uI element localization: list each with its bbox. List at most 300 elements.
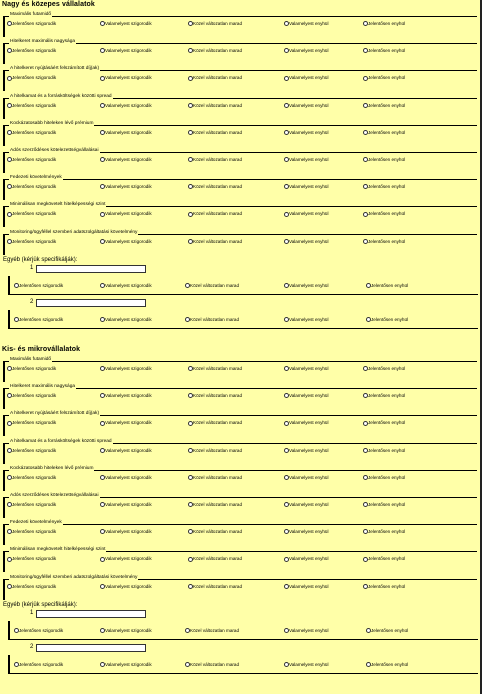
radio-label: Valamelyest enyhül (289, 211, 329, 217)
bracket-line (3, 524, 5, 545)
radio-option[interactable] (185, 316, 239, 323)
bracket-line (3, 234, 5, 255)
radio-label: Jelentősen enyhül (368, 447, 406, 453)
question-item (3, 203, 477, 228)
option-row (7, 555, 477, 563)
divider-line (8, 294, 478, 295)
question-label: Fedezeti követelmények (10, 520, 62, 526)
bracket-line (3, 497, 5, 518)
question-item (3, 358, 477, 383)
radio-option[interactable] (366, 661, 408, 668)
radio-option[interactable] (7, 20, 56, 27)
radio-option[interactable] (284, 419, 329, 426)
radio-label: Közel változatlan marad (193, 48, 243, 54)
radio-label: Jelentősen enyhül (368, 420, 406, 426)
radio-label: Közel változatlan marad (193, 420, 243, 426)
radio-label: Jelentősen enyhül (368, 211, 406, 217)
question-label: A hitelkeret nyújtásáért felszámított díj(ak) (10, 411, 100, 417)
other-answer-box (8, 621, 478, 640)
radio-option[interactable] (100, 316, 152, 323)
other-answer-box (8, 276, 478, 295)
other-label: Egyéb (kérjük specifikálják): (3, 601, 78, 608)
radio-option[interactable] (284, 583, 329, 590)
question-label: Hitelkeret maximális nagysága (10, 384, 76, 390)
radio-label: Jelentősen enyhül (368, 238, 406, 244)
option-row (7, 129, 477, 137)
bracket-line (3, 361, 5, 382)
radio-option[interactable] (7, 74, 56, 81)
radio-label: Valamelyest enyhül (289, 184, 329, 190)
option-row (7, 102, 477, 110)
question-label: Minimálisan megkövetelt hitelképességi szint (10, 547, 106, 553)
radio-label: Valamelyest szigorodik (105, 211, 152, 217)
radio-label: Jelentősen szigorodik (12, 102, 57, 108)
radio-option[interactable] (363, 555, 405, 562)
radio-option[interactable] (7, 129, 56, 136)
radio-option[interactable] (100, 627, 152, 634)
radio-option[interactable] (100, 238, 152, 245)
radio-option[interactable] (363, 210, 405, 217)
radio-label: Jelentősen enyhül (371, 627, 409, 633)
radio-option[interactable] (188, 102, 242, 109)
bracket-line (3, 206, 5, 227)
bracket-line (8, 276, 10, 295)
radio-option[interactable] (188, 210, 242, 217)
radio-label: Jelentősen szigorodik (12, 529, 57, 535)
bracket-line (3, 443, 5, 464)
radio-option[interactable] (363, 528, 405, 535)
radio-label: Valamelyest enyhül (289, 502, 329, 507)
radio-label: Valamelyest szigorodik (105, 502, 152, 507)
bracket-line (3, 70, 5, 91)
radio-label: Valamelyest szigorodik (105, 21, 152, 26)
radio-option[interactable] (100, 47, 152, 54)
radio-option[interactable] (14, 661, 63, 668)
radio-label: Valamelyest szigorodik (105, 529, 152, 535)
radio-option[interactable] (7, 210, 56, 217)
question-label: Fedezeti követelmények (10, 175, 62, 181)
radio-label: Valamelyest szigorodik (105, 420, 152, 426)
radio-option[interactable] (284, 447, 329, 454)
radio-option[interactable] (363, 183, 405, 190)
radio-label: Valamelyest szigorodik (105, 627, 152, 633)
other-text-input[interactable] (36, 299, 146, 307)
option-row (7, 74, 477, 82)
radio-label: Valamelyest enyhül (289, 393, 329, 399)
option-row (7, 238, 477, 246)
question-label: A hitelkeret nyújtásáért felszámított díj(ak) (10, 66, 100, 72)
question-label: Monitoring/ügyféllel szemberi adatszolgáltatási követelmény (10, 229, 138, 235)
radio-option[interactable] (363, 156, 405, 163)
radio-label: Jelentősen szigorodik (12, 21, 57, 26)
radio-label: Jelentősen szigorodik (12, 75, 57, 81)
radio-option[interactable] (188, 419, 242, 426)
radio-label: Valamelyest enyhül (289, 21, 329, 26)
bracket-line (3, 16, 5, 37)
radio-label: Valamelyest szigorodik (105, 102, 152, 108)
radio-label: Jelentősen szigorodik (12, 129, 57, 135)
radio-option[interactable] (188, 129, 242, 136)
option-row (7, 419, 477, 427)
radio-label: Valamelyest szigorodik (105, 282, 152, 288)
radio-label: Jelentősen enyhül (368, 129, 406, 135)
radio-option[interactable] (284, 47, 329, 54)
radio-label: Valamelyest enyhül (289, 157, 329, 162)
radio-option[interactable] (100, 528, 152, 535)
other-text-input[interactable] (36, 644, 146, 652)
option-row (14, 316, 474, 324)
radio-label: Valamelyest enyhül (289, 447, 329, 453)
radio-option[interactable] (100, 20, 152, 27)
radio-label: Jelentősen enyhül (371, 661, 409, 667)
question-label: Adós szerződéses kötelezettségvállalásai (10, 148, 99, 153)
radio-label: Közel változatlan marad (193, 238, 243, 244)
option-row (7, 528, 477, 536)
radio-label: Jelentősen szigorodik (19, 316, 64, 322)
radio-option[interactable] (363, 20, 405, 27)
bracket-line (3, 43, 5, 64)
radio-label: Jelentősen enyhül (371, 282, 409, 288)
other-text-input[interactable] (36, 265, 146, 273)
radio-label: Jelentősen enyhül (368, 366, 406, 371)
bracket-line (3, 470, 5, 491)
option-row (14, 282, 474, 290)
divider-line (3, 361, 477, 362)
radio-option[interactable] (188, 555, 242, 562)
radio-label: Jelentősen szigorodik (12, 238, 57, 244)
radio-option[interactable] (100, 210, 152, 217)
radio-option[interactable] (188, 392, 242, 399)
radio-label: Valamelyest enyhül (289, 366, 329, 371)
radio-option[interactable] (100, 392, 152, 399)
radio-label: Valamelyest enyhül (289, 556, 329, 562)
radio-option[interactable] (188, 474, 242, 481)
radio-label: Valamelyest enyhül (289, 661, 329, 667)
radio-label: Valamelyest szigorodik (105, 238, 152, 244)
radio-label: Valamelyest enyhül (289, 75, 329, 81)
radio-option[interactable] (100, 183, 152, 190)
radio-option[interactable] (100, 282, 152, 289)
radio-option[interactable] (100, 501, 152, 508)
question-label: A hitelkamat és a forrásköltségek közötti spread (10, 438, 112, 444)
divider-line (8, 673, 478, 674)
question-item (3, 467, 477, 492)
radio-option[interactable] (284, 238, 329, 245)
radio-option[interactable] (363, 474, 405, 481)
radio-label: Közel változatlan marad (193, 556, 243, 562)
radio-option[interactable] (7, 474, 56, 481)
radio-label: Valamelyest szigorodik (105, 75, 152, 81)
radio-label: Jelentősen enyhül (368, 102, 406, 108)
radio-label: Közel változatlan marad (193, 393, 243, 399)
bracket-line (3, 415, 5, 436)
radio-option[interactable] (7, 583, 56, 590)
question-item (3, 40, 477, 65)
radio-label: Jelentősen enyhül (368, 21, 406, 26)
divider-line (3, 16, 477, 17)
radio-option[interactable] (100, 129, 152, 136)
radio-option[interactable] (14, 282, 63, 289)
radio-label: Valamelyest szigorodik (105, 48, 152, 54)
radio-option[interactable] (363, 392, 405, 399)
radio-label: Jelentősen szigorodik (12, 502, 57, 507)
option-row (7, 210, 477, 218)
radio-label: Közel változatlan marad (193, 211, 243, 217)
radio-option[interactable] (7, 365, 56, 372)
radio-label: Jelentősen szigorodik (12, 366, 57, 371)
radio-option[interactable] (188, 74, 242, 81)
bracket-line (3, 388, 5, 409)
radio-option[interactable] (284, 102, 329, 109)
radio-option[interactable] (363, 47, 405, 54)
radio-label: Jelentősen szigorodik (12, 211, 57, 217)
option-row (7, 447, 477, 455)
radio-label: Jelentősen szigorodik (12, 48, 57, 54)
radio-option[interactable] (284, 210, 329, 217)
bracket-line (8, 621, 10, 640)
option-row (7, 156, 477, 164)
radio-option[interactable] (7, 102, 56, 109)
radio-label: Valamelyest enyhül (289, 474, 329, 480)
radio-label: Jelentősen enyhül (371, 316, 409, 322)
radio-option[interactable] (188, 238, 242, 245)
radio-option[interactable] (188, 47, 242, 54)
radio-option[interactable] (100, 447, 152, 454)
radio-option[interactable] (284, 365, 329, 372)
bracket-line (3, 551, 5, 572)
divider-line (3, 179, 477, 180)
radio-option[interactable] (363, 501, 405, 508)
radio-label: Jelentősen szigorodik (19, 282, 64, 288)
radio-option[interactable] (363, 74, 405, 81)
option-row (7, 20, 477, 28)
radio-label: Valamelyest enyhül (289, 627, 329, 633)
radio-label: Valamelyest enyhül (289, 129, 329, 135)
radio-option[interactable] (284, 74, 329, 81)
radio-option[interactable] (366, 282, 408, 289)
radio-option[interactable] (188, 583, 242, 590)
option-row (14, 661, 474, 669)
radio-label: Valamelyest enyhül (289, 282, 329, 288)
radio-label: Közel változatlan marad (190, 661, 240, 667)
radio-option[interactable] (14, 316, 63, 323)
radio-option[interactable] (284, 282, 329, 289)
other-answer-box (8, 310, 478, 329)
radio-option[interactable] (100, 156, 152, 163)
radio-label: Jelentősen enyhül (368, 502, 406, 507)
radio-option[interactable] (100, 661, 152, 668)
radio-option[interactable] (14, 627, 63, 634)
radio-option[interactable] (7, 47, 56, 54)
radio-option[interactable] (188, 183, 242, 190)
radio-label: Közel változatlan marad (193, 583, 243, 589)
radio-label: Közel változatlan marad (190, 627, 240, 633)
radio-label: Közel változatlan marad (193, 157, 243, 162)
radio-option[interactable] (284, 316, 329, 323)
question-label: A hitelkamat és a forrásköltségek közötti spread (10, 93, 112, 99)
option-row (14, 627, 474, 635)
question-label: Kockázatosabb hiteleken lévő prémium (10, 465, 94, 471)
radio-option[interactable] (100, 74, 152, 81)
radio-option[interactable] (188, 365, 242, 372)
radio-label: Valamelyest szigorodik (105, 661, 152, 667)
radio-label: Jelentősen szigorodik (12, 447, 57, 453)
radio-option[interactable] (7, 392, 56, 399)
question-item (3, 412, 477, 437)
radio-option[interactable] (188, 501, 242, 508)
question-item (3, 385, 477, 410)
question-item (3, 67, 477, 92)
radio-label: Valamelyest szigorodik (105, 393, 152, 399)
radio-label: Valamelyest enyhül (289, 420, 329, 426)
question-label: Maximális futamidő (10, 357, 52, 362)
radio-label: Valamelyest szigorodik (105, 447, 152, 453)
question-item (3, 494, 477, 519)
radio-label: Valamelyest szigorodik (105, 184, 152, 190)
option-row (7, 474, 477, 482)
radio-label: Közel változatlan marad (190, 282, 240, 288)
radio-label: Közel változatlan marad (193, 529, 243, 535)
radio-option[interactable] (284, 555, 329, 562)
radio-label: Valamelyest enyhül (289, 48, 329, 54)
radio-label: Közel változatlan marad (193, 75, 243, 81)
radio-label: Valamelyest szigorodik (105, 474, 152, 480)
radio-label: Jelentősen enyhül (368, 75, 406, 81)
radio-label: Valamelyest enyhül (289, 529, 329, 535)
option-row (7, 583, 477, 591)
radio-option[interactable] (7, 555, 56, 562)
radio-label: Jelentősen enyhül (368, 474, 406, 480)
radio-option[interactable] (100, 365, 152, 372)
radio-option[interactable] (100, 474, 152, 481)
radio-option[interactable] (284, 627, 329, 634)
radio-label: Jelentősen enyhül (368, 583, 406, 589)
other-label: Egyéb (kérjük specifikálják): (3, 256, 78, 263)
radio-label: Valamelyest enyhül (289, 102, 329, 108)
radio-option[interactable] (363, 102, 405, 109)
radio-label: Jelentősen szigorodik (12, 184, 57, 190)
radio-option[interactable] (7, 501, 56, 508)
radio-label: Közel változatlan marad (190, 316, 240, 322)
radio-option[interactable] (284, 156, 329, 163)
radio-label: Jelentősen szigorodik (12, 556, 57, 562)
radio-label: Közel változatlan marad (193, 447, 243, 453)
radio-option[interactable] (185, 627, 239, 634)
radio-option[interactable] (363, 238, 405, 245)
radio-option[interactable] (7, 156, 56, 163)
radio-option[interactable] (363, 419, 405, 426)
bracket-line (8, 655, 10, 674)
radio-option[interactable] (363, 365, 405, 372)
radio-label: Jelentősen enyhül (368, 393, 406, 399)
radio-option[interactable] (185, 661, 239, 668)
radio-option[interactable] (100, 419, 152, 426)
radio-option[interactable] (284, 474, 329, 481)
radio-option[interactable] (363, 129, 405, 136)
radio-label: Jelentősen szigorodik (19, 627, 64, 633)
radio-option[interactable] (188, 20, 242, 27)
radio-label: Közel változatlan marad (193, 502, 243, 507)
question-item (3, 95, 477, 120)
question-label: Monitoring/ügyféllel szemberi adatszolgáltatási követelmény (10, 574, 138, 580)
other-text-input[interactable] (36, 610, 146, 618)
option-row (7, 501, 477, 509)
radio-option[interactable] (7, 183, 56, 190)
question-item (3, 122, 477, 147)
radio-label: Jelentősen szigorodik (12, 157, 57, 162)
other-number: 2 (30, 298, 34, 305)
radio-option[interactable] (100, 583, 152, 590)
radio-option[interactable] (7, 528, 56, 535)
radio-label: Valamelyest szigorodik (105, 157, 152, 162)
radio-option[interactable] (363, 583, 405, 590)
bracket-line (3, 125, 5, 146)
question-item (3, 13, 477, 38)
bracket-line (8, 310, 10, 329)
radio-option[interactable] (366, 316, 408, 323)
radio-option[interactable] (100, 102, 152, 109)
radio-option[interactable] (188, 447, 242, 454)
radio-option[interactable] (284, 183, 329, 190)
radio-label: Közel változatlan marad (193, 129, 243, 135)
radio-option[interactable] (100, 555, 152, 562)
radio-option[interactable] (7, 447, 56, 454)
divider-line (8, 328, 478, 329)
radio-option[interactable] (185, 282, 239, 289)
radio-option[interactable] (284, 129, 329, 136)
radio-option[interactable] (7, 238, 56, 245)
section-title: Kis- és mikrovállalatok (2, 346, 81, 353)
radio-label: Jelentősen enyhül (368, 184, 406, 190)
radio-label: Közel változatlan marad (193, 102, 243, 108)
radio-option[interactable] (188, 528, 242, 535)
question-item (3, 231, 477, 256)
radio-label: Valamelyest enyhül (289, 238, 329, 244)
radio-option[interactable] (284, 528, 329, 535)
divider-line (8, 639, 478, 640)
radio-option[interactable] (7, 419, 56, 426)
radio-label: Jelentősen szigorodik (12, 474, 57, 480)
divider-line (3, 524, 477, 525)
bracket-line (3, 98, 5, 119)
radio-label: Jelentősen enyhül (368, 556, 406, 562)
radio-option[interactable] (188, 156, 242, 163)
radio-label: Valamelyest szigorodik (105, 583, 152, 589)
radio-option[interactable] (284, 392, 329, 399)
question-item (3, 548, 477, 573)
question-item (3, 440, 477, 465)
radio-option[interactable] (284, 661, 329, 668)
radio-label: Valamelyest enyhül (289, 583, 329, 589)
question-item (3, 521, 477, 546)
question-label: Kockázatosabb hiteleken lévő prémium (10, 120, 94, 126)
question-label: Minimálisan megkövetelt hitelképességi szint (10, 202, 106, 208)
radio-option[interactable] (363, 447, 405, 454)
radio-option[interactable] (284, 20, 329, 27)
bracket-line (3, 579, 5, 600)
radio-label: Jelentősen szigorodik (12, 583, 57, 589)
radio-option[interactable] (366, 627, 408, 634)
radio-label: Közel változatlan marad (193, 184, 243, 190)
question-item (3, 176, 477, 201)
radio-label: Jelentősen enyhül (368, 157, 406, 162)
option-row (7, 365, 477, 373)
radio-label: Jelentősen szigorodik (19, 661, 64, 667)
question-label: Maximális futamidő (10, 12, 52, 17)
option-row (7, 183, 477, 191)
radio-option[interactable] (284, 501, 329, 508)
radio-label: Jelentősen enyhül (368, 48, 406, 54)
